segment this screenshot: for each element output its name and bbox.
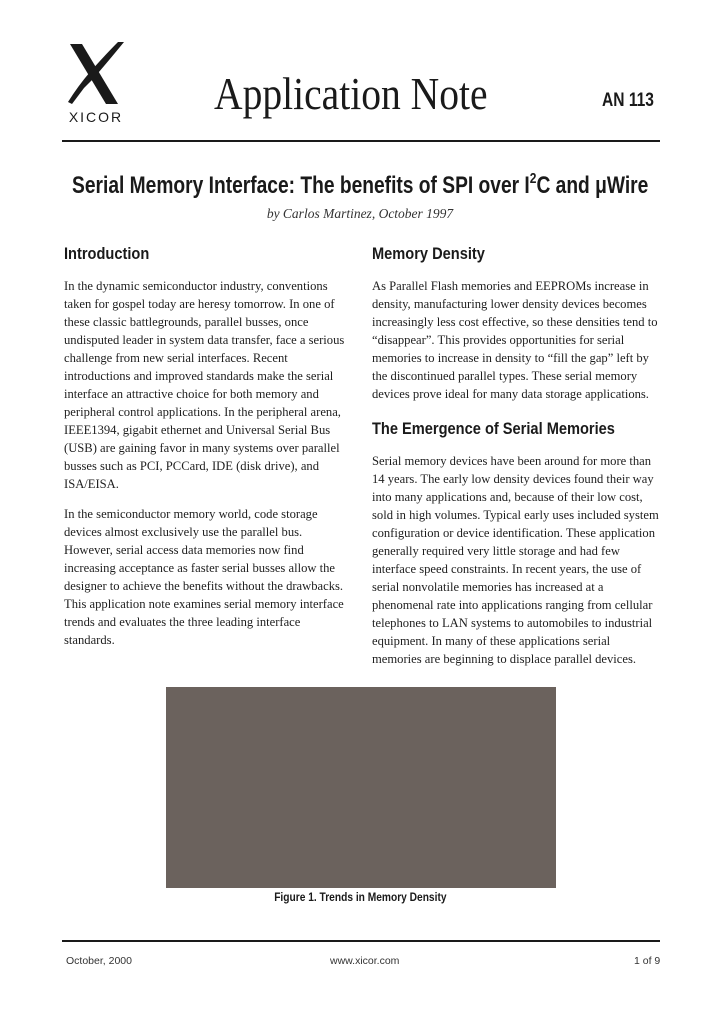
footer-url[interactable]: www.xicor.com	[330, 955, 400, 967]
introduction-body	[64, 277, 350, 661]
memory-density-body	[372, 277, 662, 415]
footer-page-number: 1 of 9	[634, 955, 661, 967]
memory-density-paragraph: As Parallel Flash memories and EEPROMs increase in density, manufacturing lower density devices becomes increasingly less cost effective, so these densities tend to “disappear”. This provides opportunities for serial memories to increase in density to “fill the gap” left by the discontinued parallel types. These serial memory devices prove ideal for many data storage applications.	[372, 279, 658, 401]
figure-caption-text: Figure 1. Trends in Memory Density	[273, 890, 447, 904]
heading-introduction: Introduction	[64, 244, 150, 263]
document-type-title: Application Note	[214, 68, 488, 119]
title-part-1: Serial Memory Interface: The benefits of SPI over I	[72, 172, 530, 199]
figure-image	[166, 687, 556, 888]
title-superscript: 2	[529, 170, 537, 187]
emergence-paragraph: Serial memory devices have been around for more than 14 years. The early low density devices found their way into many applications and, because of their low cost, sold in high volumes. Typical early uses included system configuration or device identification. These application generally required very little storage and had few interface speed constraints. In recent years, the use of serial nonvolatile memories has increased at a phenomenal rate into applications ranging from cellular telephones to LAN systems to automobiles to industrial equipment. In many of these applications serial memories are beginning to displace parallel devices.	[372, 454, 659, 666]
document-number: AN 113	[602, 90, 654, 111]
page-title	[0, 162, 720, 203]
emergence-body	[372, 452, 662, 680]
byline: by Carlos Martinez, October 1997	[266, 206, 454, 221]
xicor-x-mark-icon	[66, 42, 124, 110]
logo-wordmark: XICOR	[68, 109, 124, 125]
xicor-logo	[60, 42, 130, 132]
heading-emergence-serial-memories: The Emergence of Serial Memories	[372, 419, 615, 438]
footer-rule	[62, 940, 660, 942]
introduction-paragraph: In the dynamic semiconductor industry, conventions taken for gospel today are heresy tomorrow. In one of these classic battlegrounds, parallel busses, once undisputed leader in system data transfer, face a serious challenge from new serial interfaces. Recent introductions and improved standards make the serial interface an attractive choice for both memory and peripheral control applications. In the peripheral arena, IEEE1394, gigabit ethernet and Universal Serial Bus (USB) are gaining favor in many systems over parallel busses such as PCI, PCCard, IDE (disk drive), and ISA/EISA.	[64, 279, 345, 491]
figure-caption	[0, 890, 720, 904]
header-rule	[62, 140, 660, 142]
footer-date: October, 2000	[66, 955, 132, 967]
heading-memory-density: Memory Density	[372, 244, 485, 263]
introduction-paragraph: In the semiconductor memory world, code storage devices almost exclusively use the parallel bus. However, serial access data memories now find increasing acceptance as faster serial busses allow the designer to achieve the benefits without the drawbacks. This application note examines serial memory interface trends and evaluates the three leading interface standards.	[64, 507, 344, 647]
title-part-2: C and μWire	[536, 172, 649, 199]
